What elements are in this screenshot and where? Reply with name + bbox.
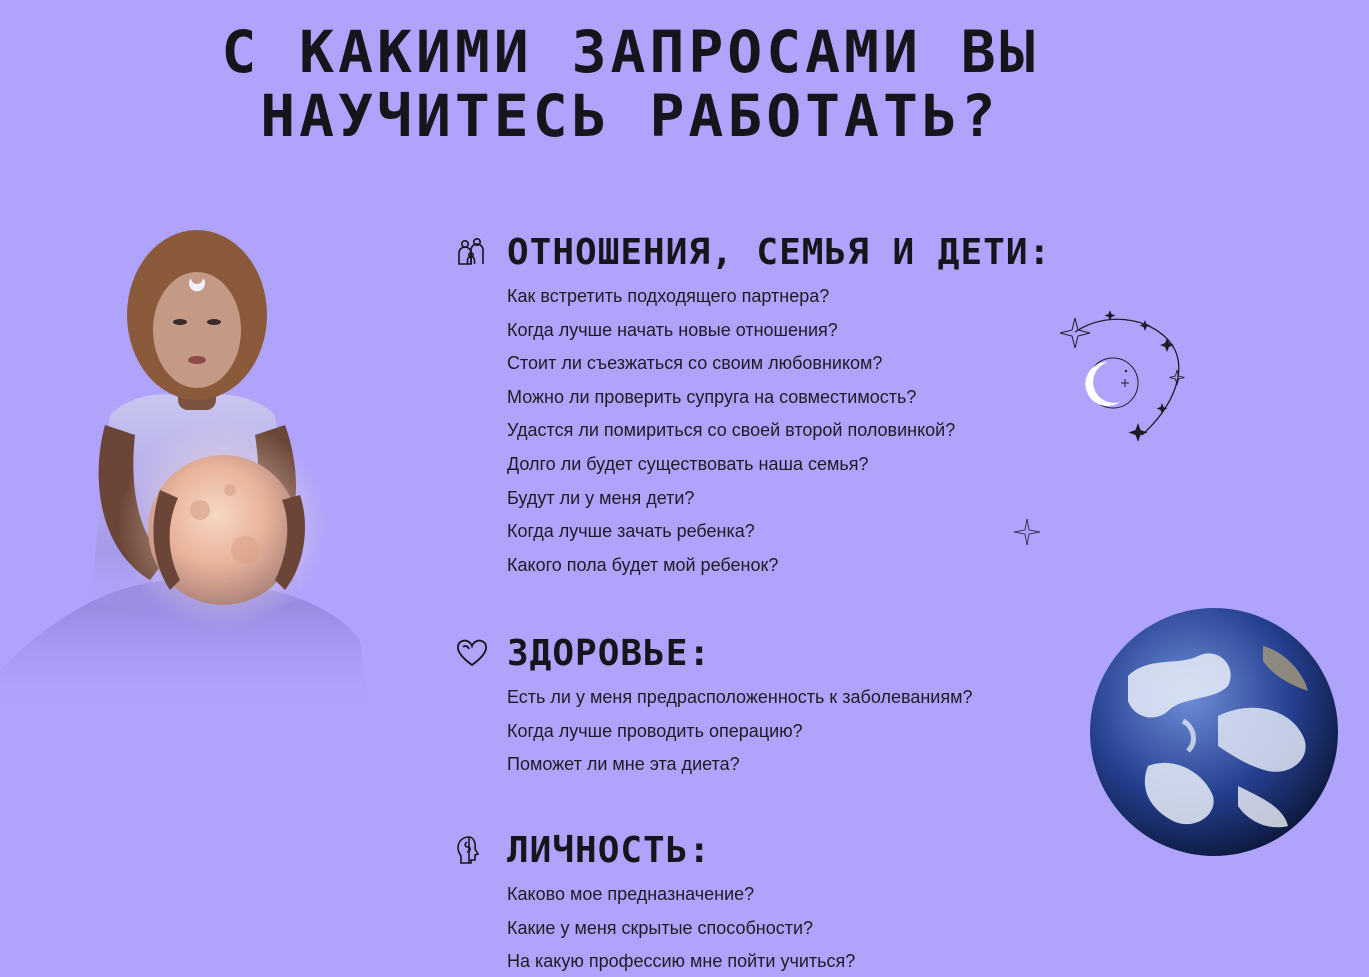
section-personality-header [455, 828, 1095, 872]
section-relations-header [455, 230, 1095, 274]
section-health [455, 631, 1095, 782]
list-item: Какие у меня скрытые способности? [507, 917, 814, 938]
section-relations-list [507, 280, 1095, 582]
list-item: Удастся ли помириться со своей второй половинкой? [507, 420, 956, 441]
list-item: Когда лучше проводить операцию? [507, 720, 803, 741]
list-item: Стоит ли съезжаться со своим любовником? [507, 353, 883, 374]
head-profile-icon [455, 833, 489, 867]
family-icon [455, 235, 489, 269]
list-item: Есть ли у меня предрасположенность к заболеваниям? [507, 687, 973, 707]
woman-illustration [0, 220, 380, 720]
page-title [0, 20, 1260, 148]
section-health-title: ЗДОРОВЬЕ: [507, 632, 712, 674]
list-item: Долго ли будет существовать наша семья? [507, 453, 869, 474]
list-item: Когда лучше начать новые отношения? [507, 319, 838, 340]
list-item: Как встретить подходящего партнера? [507, 286, 830, 306]
list-item: Какого пола будет мой ребенок? [507, 554, 779, 575]
moon-stars-decoration [1050, 310, 1190, 455]
list-item: Можно ли проверить супруга на совместимость? [507, 386, 917, 407]
list-item: Каково мое предназначение? [507, 884, 755, 904]
page-title-line-1: С КАКИМИ ЗАПРОСАМИ ВЫ [221, 18, 1039, 86]
page-title-line-2: НАУЧИТЕСЬ РАБОТАТЬ? [260, 82, 1000, 150]
star-icon [1012, 517, 1042, 547]
section-relations-title: ОТНОШЕНИЯ, СЕМЬЯ И ДЕТИ: [507, 231, 1052, 273]
section-personality-title: ЛИЧНОСТЬ: [507, 829, 712, 871]
section-health-list [507, 681, 1095, 782]
list-item: Когда лучше зачать ребенка? [507, 521, 755, 542]
list-item: Будут ли у меня дети? [507, 487, 695, 508]
section-personality [455, 828, 1095, 977]
heart-icon [455, 636, 489, 670]
section-relations [455, 230, 1095, 582]
earth-image [1088, 606, 1340, 858]
section-health-header [455, 631, 1095, 675]
section-personality-list [507, 878, 1095, 977]
list-item: На какую профессию мне пойти учиться? [507, 951, 856, 972]
list-item: Поможет ли мне эта диета? [507, 754, 740, 775]
